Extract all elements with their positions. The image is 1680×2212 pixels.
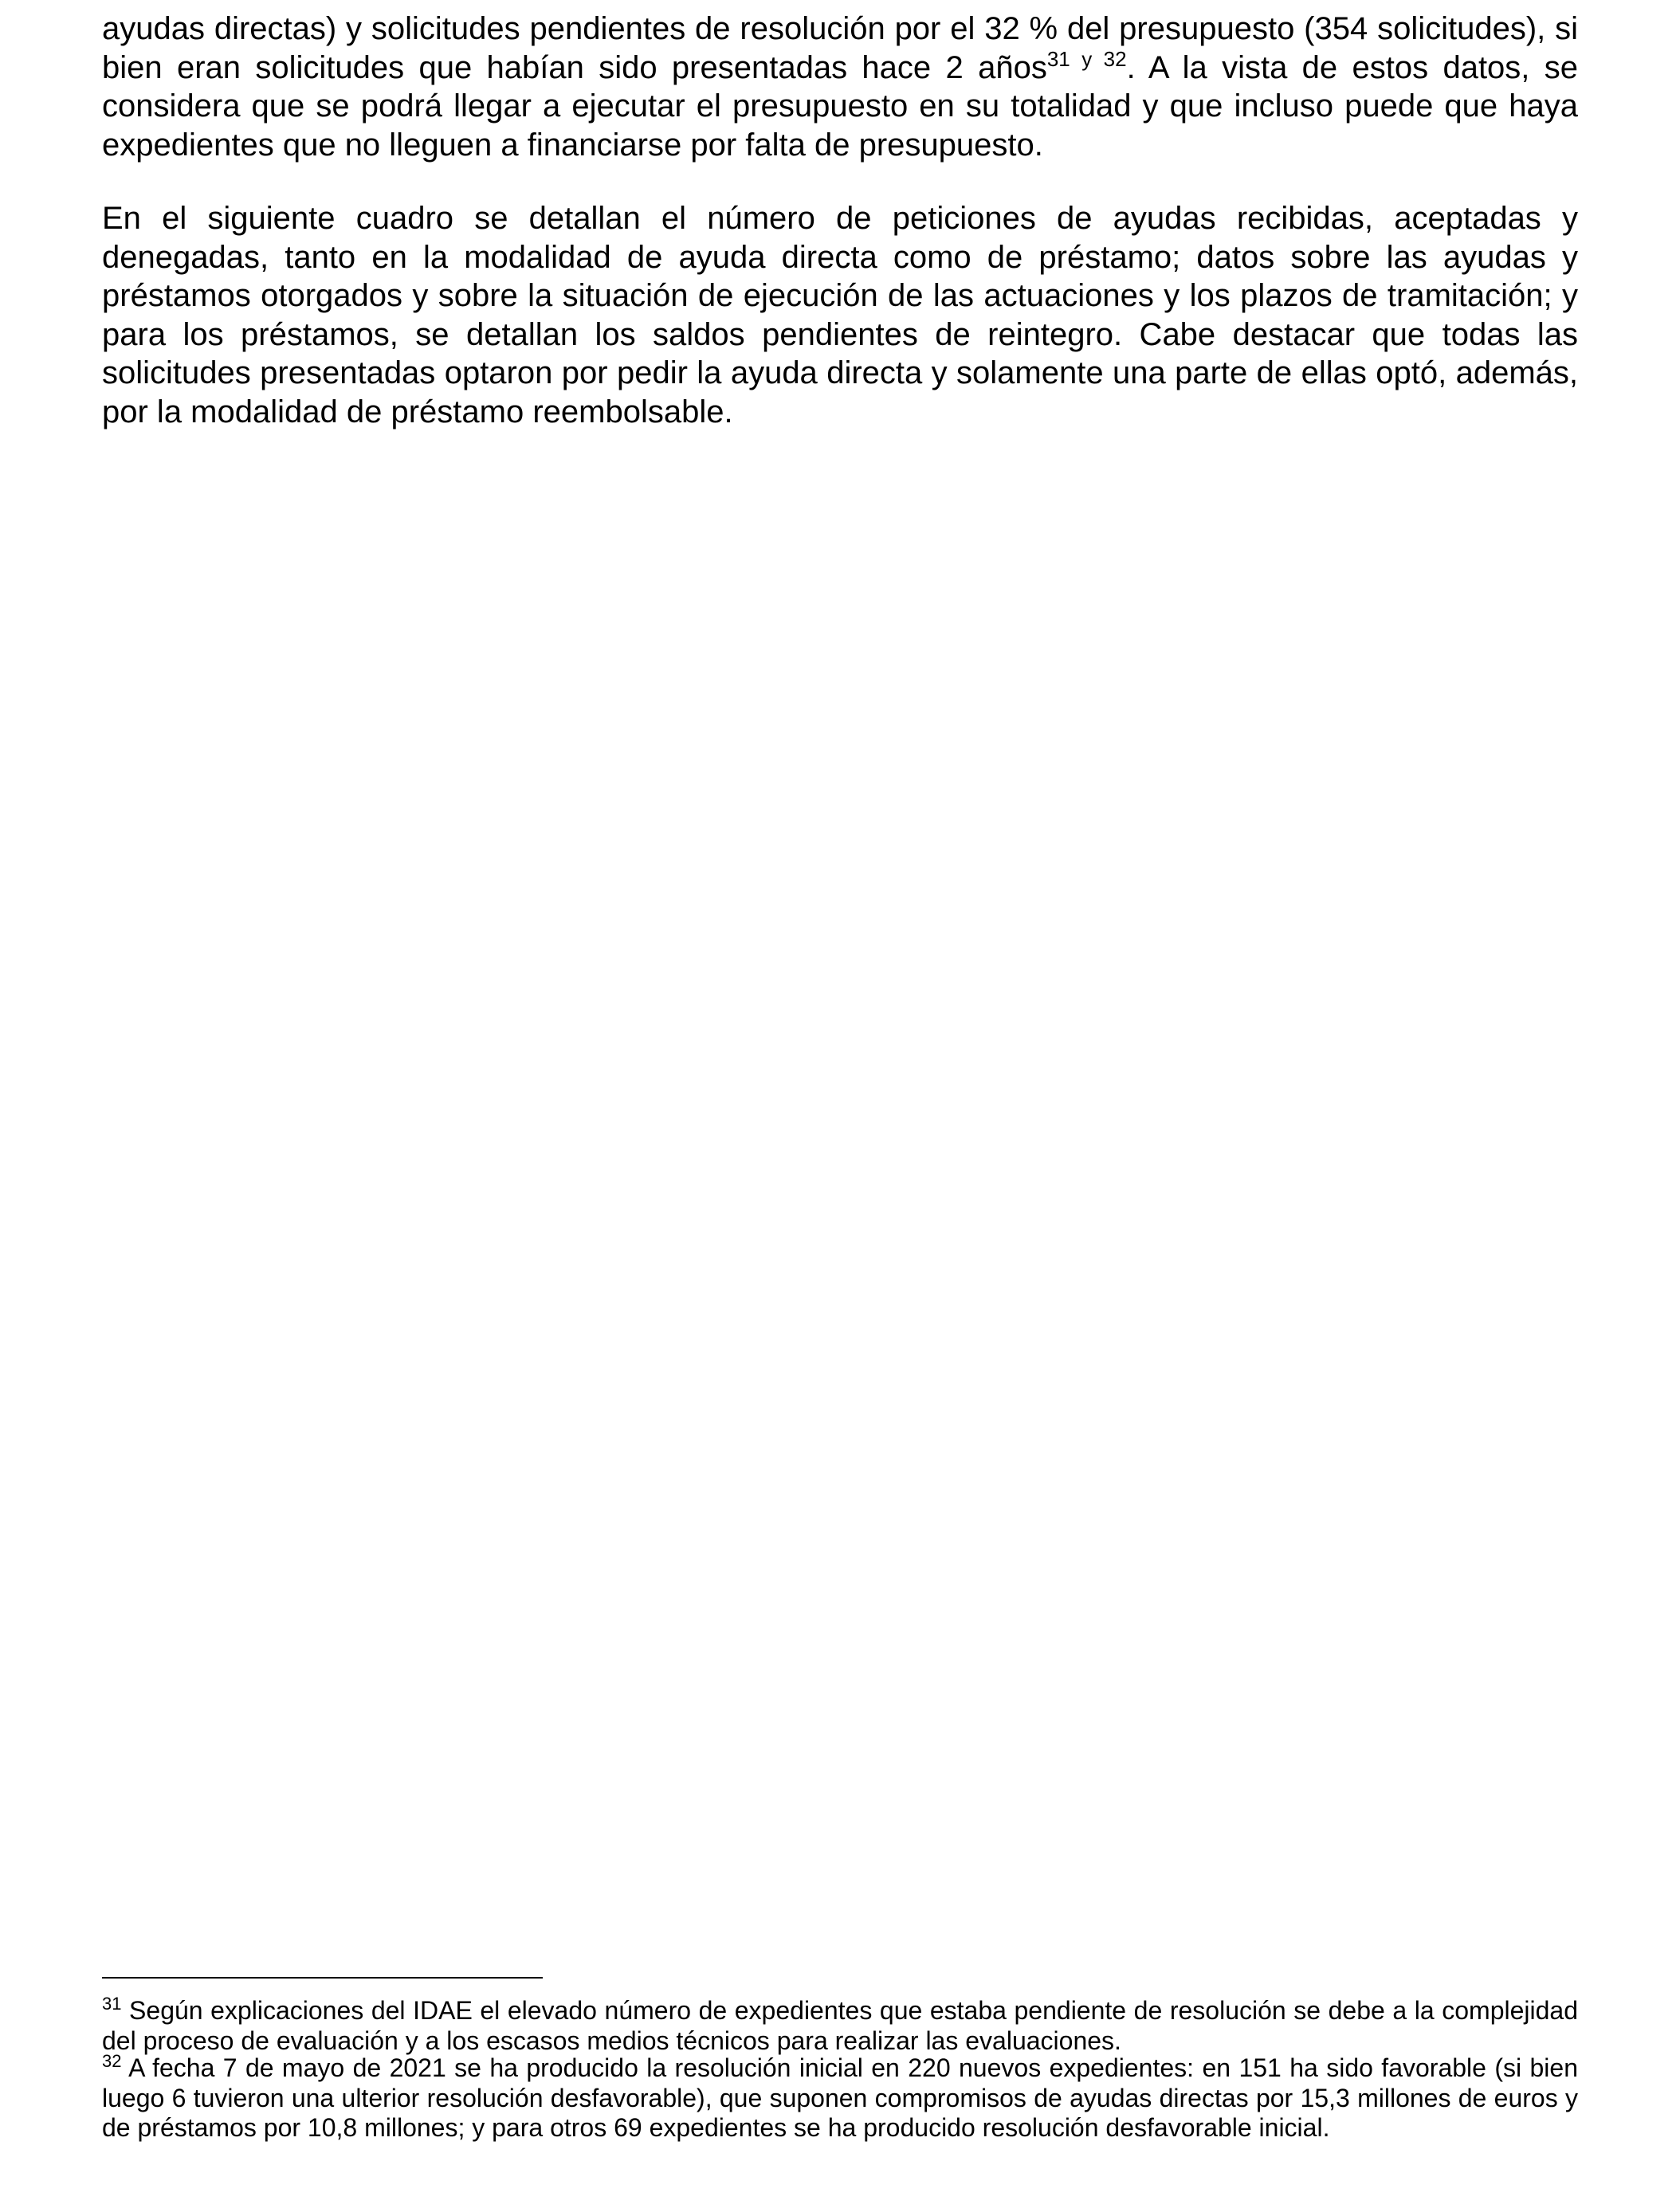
footnote-separator [102,1977,543,1979]
footnote-32-mark: 32 [102,2051,122,2071]
footnote-31 [102,1996,1578,2056]
footnote-32 [102,2053,1578,2143]
paragraph-1-text-before: ayudas directas) y solicitudes pendientes de resolución por el 32 % del presupuesto (354 solicitudes), si bien eran solicitudes que habían sido presentadas hace 2 años [102,11,1578,85]
footnote-31-text: Según explicaciones del IDAE el elevado número de expedientes que estaba pendiente de resolución se debe a la complejidad del proceso de evaluación y a los escasos medios técnicos para realizar las evaluaciones. [102,1996,1578,2055]
footnote-reference-31-32[interactable]: 31 y 32 [1046,46,1127,71]
paragraph-1-text-after: . A la vista de estos datos, se considera que se podrá llegar a ejecutar el presupuesto en su totalidad y que incluso puede que haya expedientes que no lleguen a financiarse por falta de presupuesto. [102,49,1579,163]
footnote-32-text: A fecha 7 de mayo de 2021 se ha producido la resolución inicial en 220 nuevos expedientes: en 151 ha sido favorable (si bien luego 6 tuvieron una ulterior resolución desfavorable), que suponen compromisos de ayudas directas por 15,3 millones de euros y de préstamos por 10,8 millones; y para otros 69 expedientes se ha producido resolución desfavorable inicial. [102,2053,1578,2142]
footnote-31-mark: 31 [102,1994,122,2014]
paragraph-2-text: En el siguiente cuadro se detallan el número de peticiones de ayudas recibidas, aceptadas y denegadas, tanto en la modalidad de ayuda directa como de préstamo; datos sobre las ayudas y préstamos otorgados y sobre la situación de ejecución de las actuaciones y los plazos de tramitación; y para los préstamos, se detallan los saldos pendientes de reintegro. Cabe destacar que todas las solicitudes presentadas optaron por pedir la ayuda directa y solamente una parte de ellas optó, además, por la modalidad de préstamo reembolsable. [102,201,1578,429]
body-paragraph-2 [102,199,1578,431]
body-paragraph-1 [102,10,1578,164]
